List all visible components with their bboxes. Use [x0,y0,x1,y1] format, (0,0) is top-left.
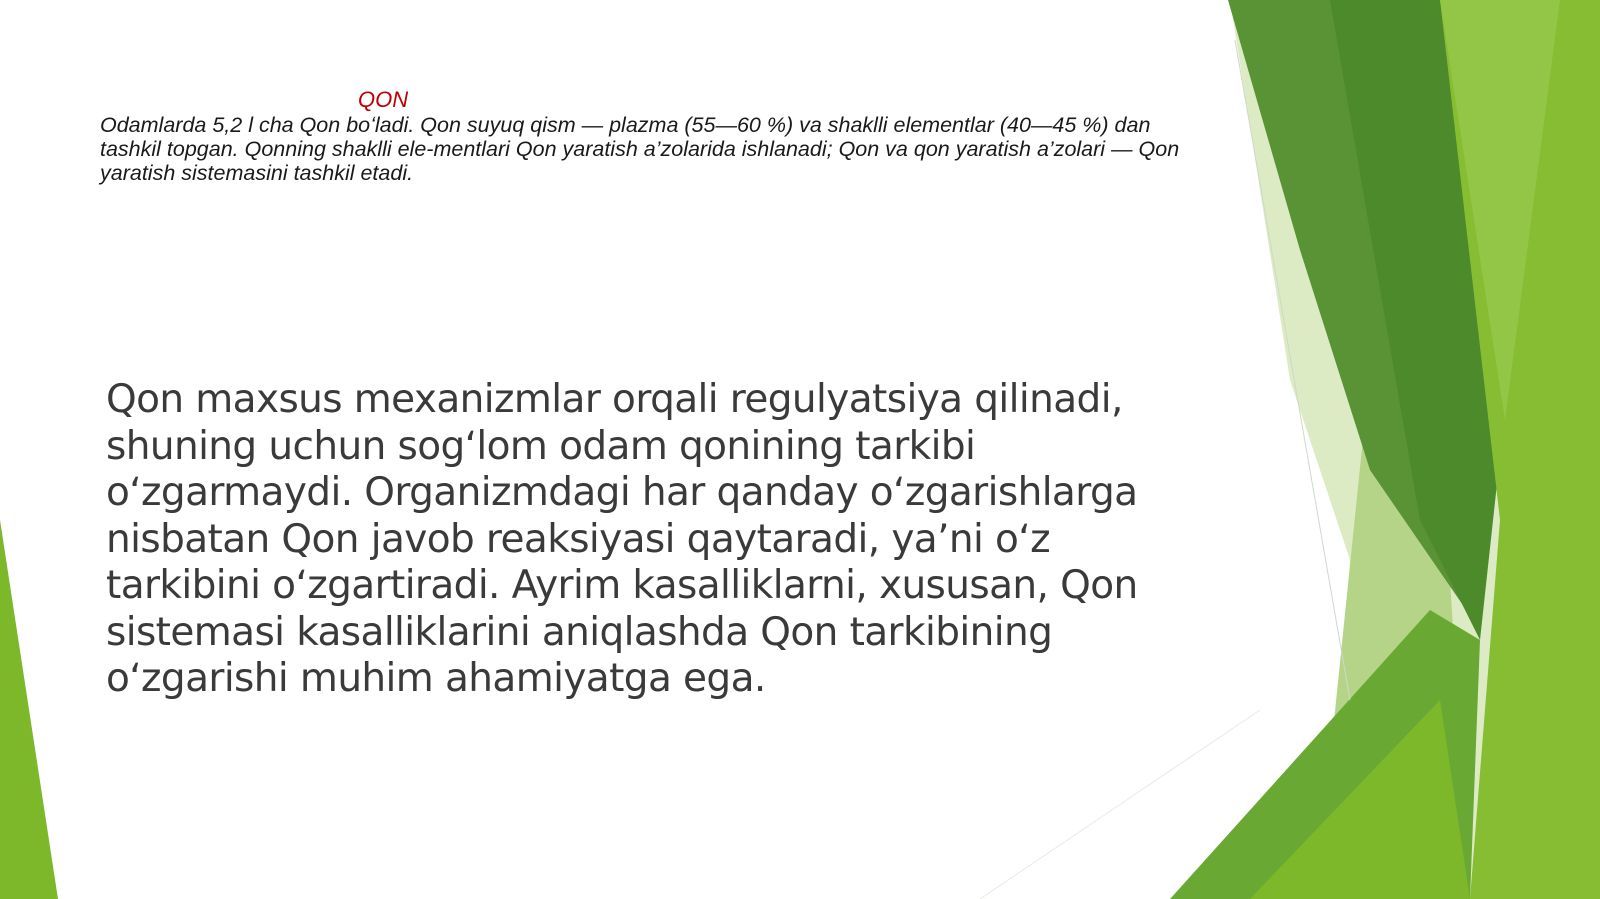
body-paragraph: Qon maxsus mexanizmlar orqali regulyatsiya qilinadi, shuning uchun sogʻlom odam qonining tarkibi oʻzgarmaydi. Organizmdagi har qanday oʻzgarishlarga nisbatan Qon javob reaksiyasi qaytaradi, yaʼni oʻz tarkibini oʻzgartiradi. Ayrim kasalliklarni, xususan, Qon sistemasi kasalliklarini aniqlashda Qon tarkibining oʻzgarishi muhim ahamiyatga ega. [106,377,1138,701]
intro-paragraph: Odamlarda 5,2 l cha Qon boʻladi. Qon suyuq qism — plazma (55—60 %) va shaklli elementlar (40—45 %) dan tashkil topgan. Qonning shaklli ele-mentlari Qon yaratish a’zolarida ishlanadi; Qon va qon yaratish a’zolari — Qon yaratish sistemasini tashkil etadi. [100,113,1180,185]
left-green-sliver [0,520,58,899]
slide-title: QON [358,87,409,112]
